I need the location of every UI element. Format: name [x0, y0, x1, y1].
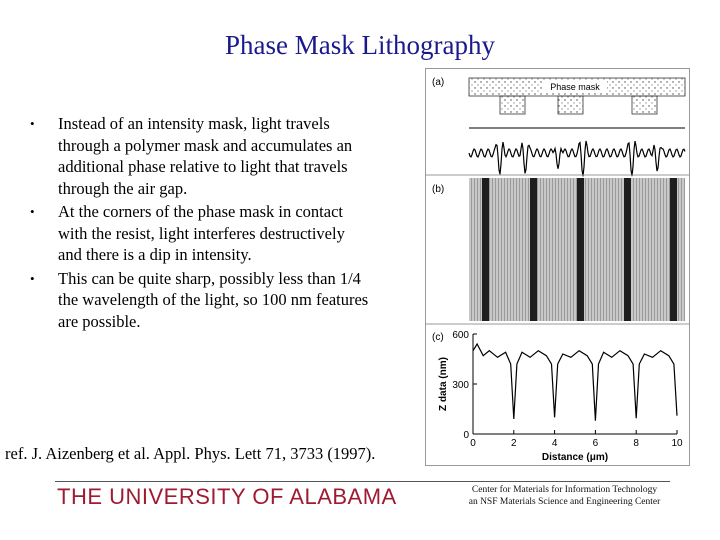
- phase-mask-label: Phase mask: [550, 82, 600, 92]
- bullet-text: At the corners of the phase mask in contact with the resist, light interferes destructively and there is a dip in intensity.: [58, 202, 345, 264]
- bullet-list: [26, 113, 371, 334]
- x-tick-label: 4: [551, 438, 558, 449]
- y-tick-label: 0: [463, 430, 469, 441]
- panel-b-label: (b): [432, 184, 445, 195]
- panel-c-label: (c): [432, 332, 444, 343]
- y-axis-label: Z data (nm): [438, 357, 449, 411]
- x-tick-label: 8: [633, 438, 639, 449]
- bullet-text: Instead of an intensity mask, light travels through a polymer mask and accumulates an additional phase relative to light that travels through the air gap.: [58, 114, 353, 198]
- x-tick-label: 2: [511, 438, 517, 449]
- bullet-text: This can be quite sharp, possibly less than 1/4 the wavelength of the light, so 100 nm features are possible.: [58, 268, 369, 331]
- bullet-marker: •: [30, 270, 35, 286]
- afm-trench: [670, 178, 677, 321]
- figure-panels: [425, 68, 690, 466]
- bullet-marker: •: [30, 204, 35, 219]
- x-tick-label: 10: [671, 438, 683, 449]
- center-credit-line1: Center for Materials for Information Technology: [471, 485, 658, 495]
- x-tick-label: 0: [470, 438, 476, 449]
- bullet-item: [26, 113, 371, 199]
- x-tick-label: 6: [592, 438, 599, 449]
- afm-trench: [624, 178, 631, 321]
- x-axis-label: Distance (μm): [541, 452, 609, 463]
- afm-trench: [577, 178, 584, 321]
- center-credit-line2: an NSF Materials Science and Engineering Center: [468, 497, 661, 507]
- bullet-marker: •: [30, 116, 35, 131]
- panel-a-label: (a): [432, 77, 445, 88]
- afm-trench: [482, 178, 489, 321]
- phase-mask-post: [500, 96, 525, 114]
- footer-rule: [55, 481, 670, 482]
- bullet-item: [26, 201, 371, 266]
- reference-citation: ref. J. Aizenberg et al. Appl. Phys. Lett 71, 3733 (1997).: [5, 444, 376, 463]
- phase-mask-post: [558, 96, 583, 114]
- slide-title: Phase Mask Lithography: [225, 30, 495, 60]
- center-credit: [452, 484, 677, 508]
- y-tick-label: 600: [452, 330, 469, 341]
- university-wordmark: THE UNIVERSITY OF ALABAMA: [57, 484, 397, 509]
- y-tick-label: 300: [452, 380, 469, 391]
- bullet-item: [26, 268, 371, 333]
- afm-trench: [530, 178, 537, 321]
- phase-mask-post: [632, 96, 657, 114]
